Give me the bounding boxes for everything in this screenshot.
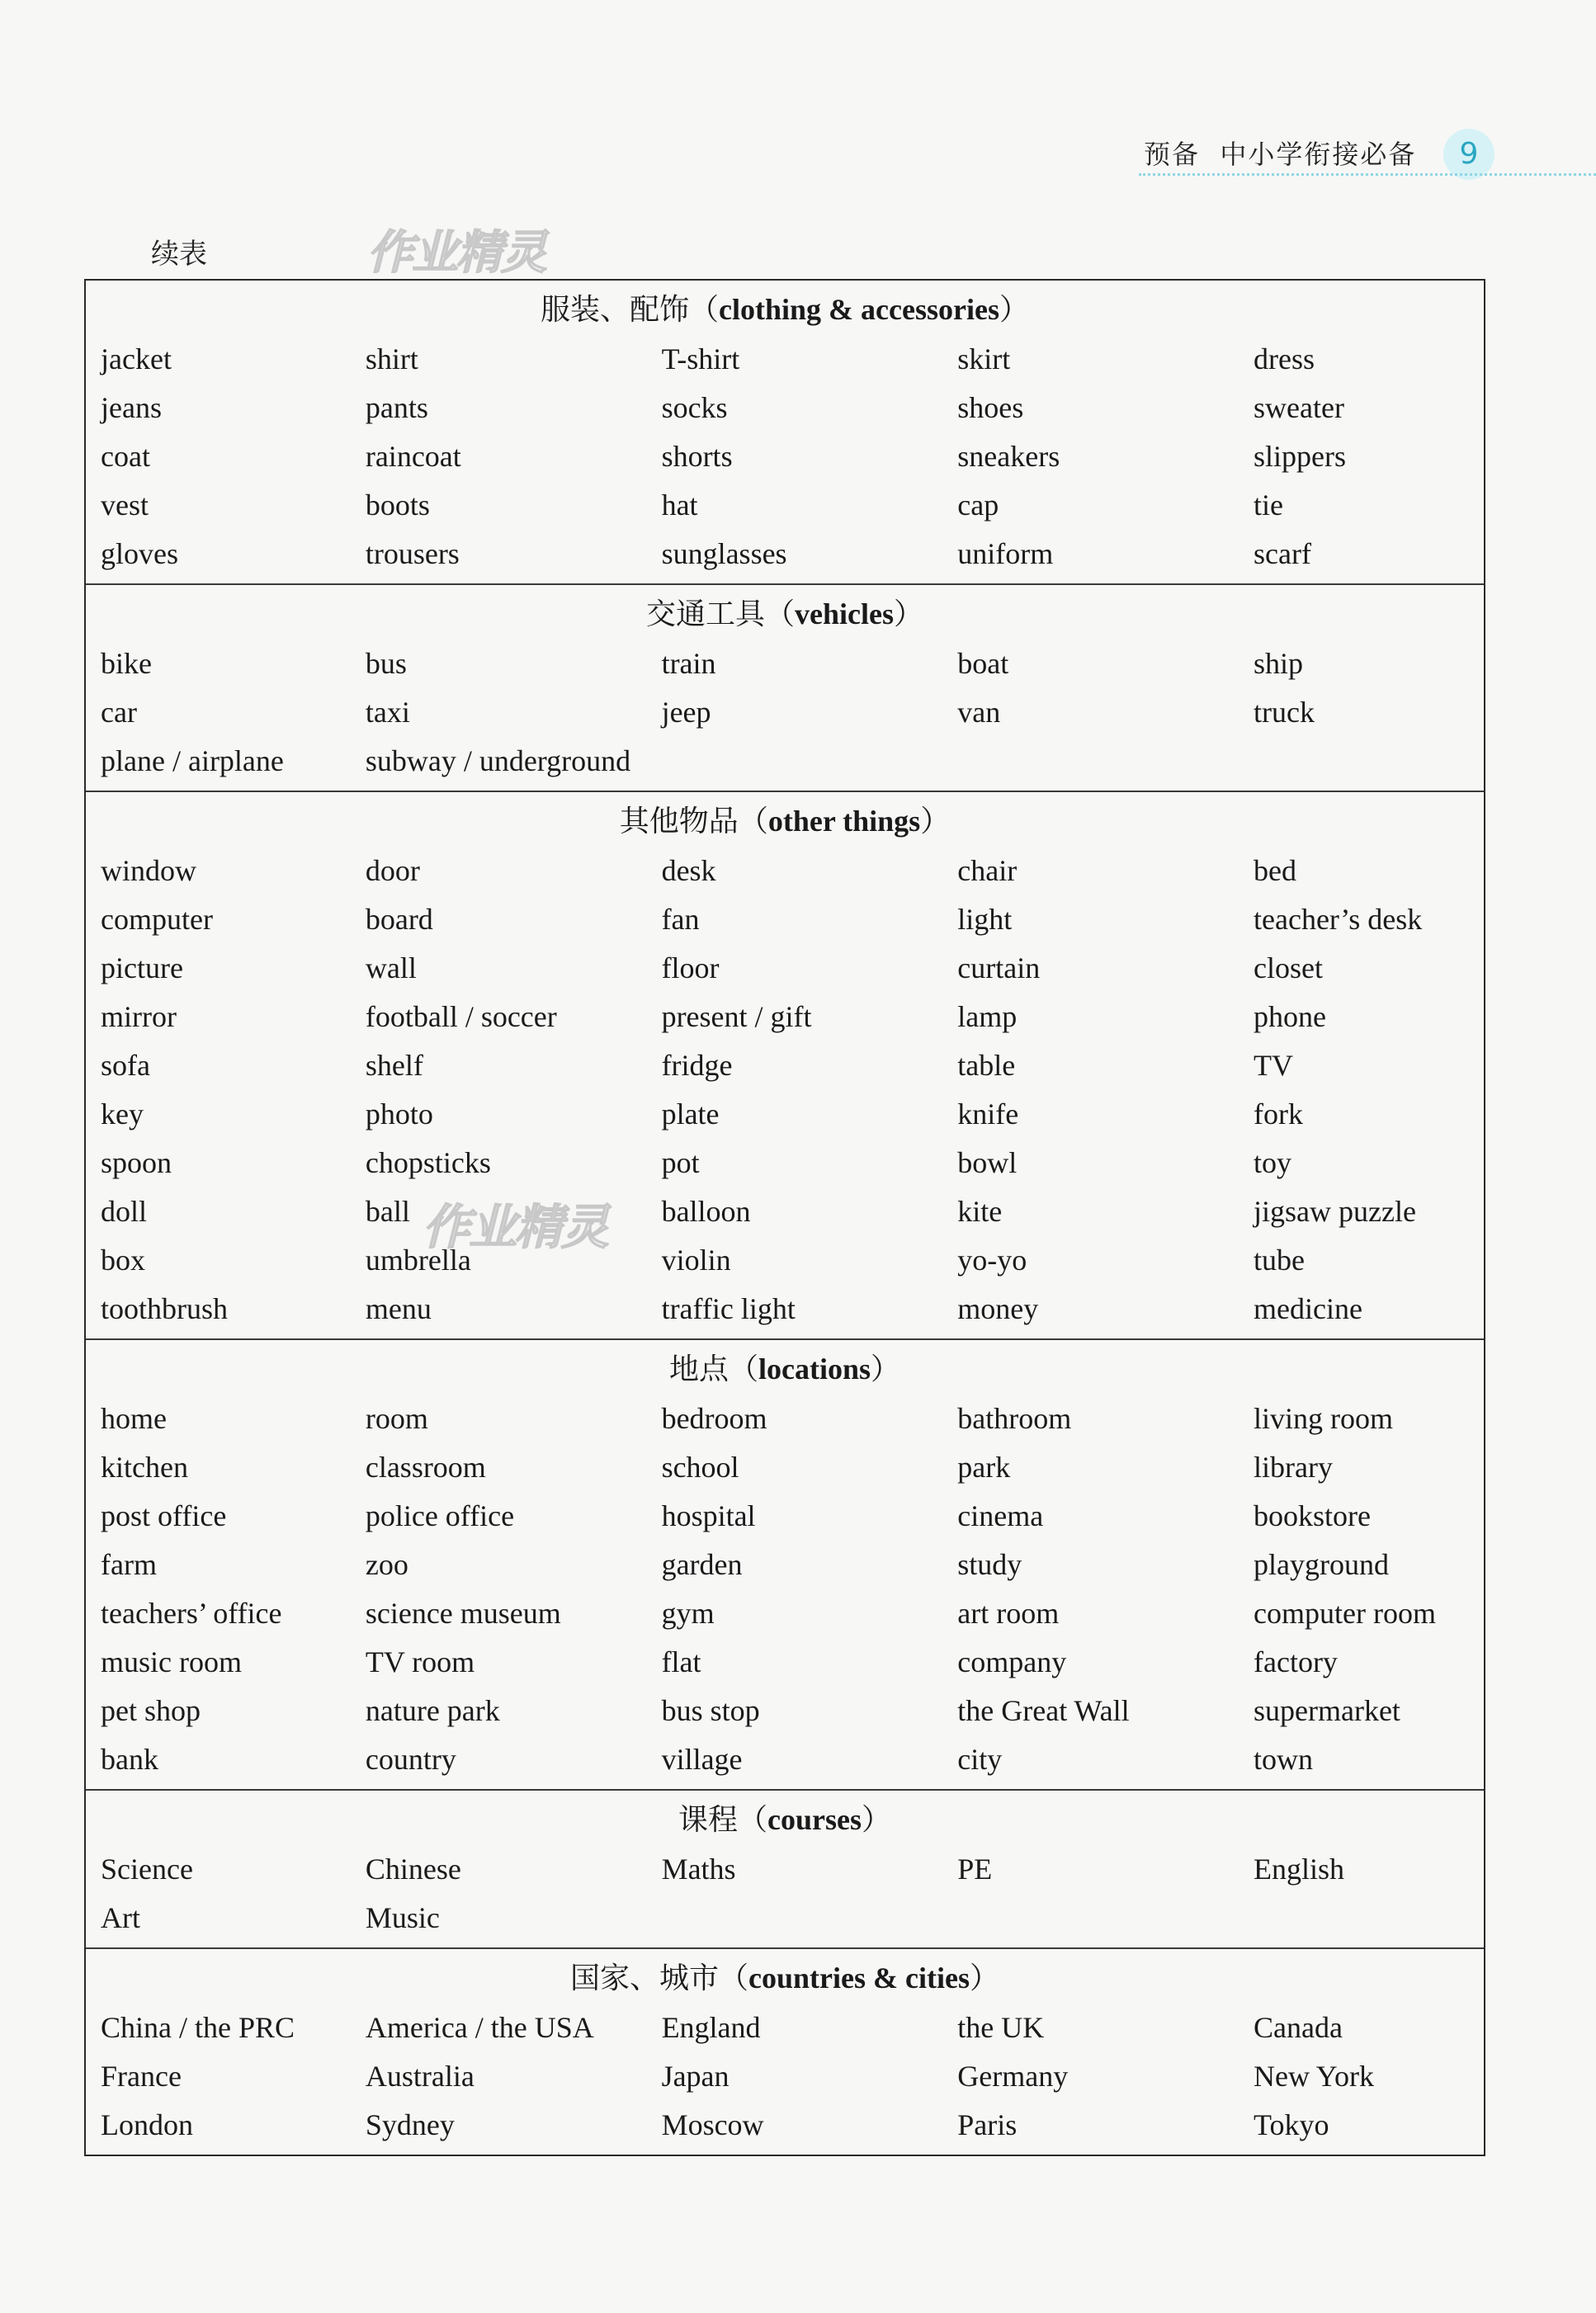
vocab-word: nature park (365, 1694, 500, 1727)
vocab-word: kitchen (101, 1451, 188, 1484)
word-row (86, 1236, 1484, 1285)
vocab-word: photo (365, 1097, 433, 1131)
word-row (86, 1395, 1484, 1443)
vocab-word: bed (1254, 854, 1296, 887)
section-title-zh: 服装、配饰 (541, 293, 690, 327)
vocab-word: Tokyo (1254, 2108, 1329, 2141)
vocab-word: toy (1254, 1146, 1292, 1179)
vocab-word: Germany (957, 2060, 1069, 2093)
header-text: 预备 中小学衔接必备 (1144, 139, 1417, 170)
vocabulary-table (84, 279, 1485, 2156)
word-row (86, 1687, 1484, 1735)
vocab-word (662, 1894, 958, 1942)
vocab-word: cap (957, 489, 999, 522)
vocab-word: tie (1254, 489, 1283, 522)
watermark: 作业精灵 (423, 1199, 608, 1255)
vocab-word (662, 737, 958, 786)
vocab-word: mirror (101, 1000, 177, 1033)
vocab-word: skirt (957, 342, 1011, 375)
section-title-en: courses (767, 1803, 862, 1836)
vocab-word: Art (101, 1901, 140, 1934)
header-divider (1139, 173, 1596, 176)
word-row (86, 2052, 1484, 2101)
vocab-word: playground (1254, 1548, 1389, 1581)
word-row (86, 847, 1484, 895)
vocab-word: shoes (957, 391, 1024, 424)
vocab-word: pet shop (101, 1694, 201, 1727)
vocab-word: phone (1254, 1000, 1326, 1033)
vocab-word: bank (101, 1743, 158, 1776)
vocab-word: chopsticks (365, 1146, 491, 1179)
vocab-word: box (101, 1244, 145, 1277)
vocab-section (86, 281, 1484, 583)
vocab-word: sneakers (957, 440, 1060, 473)
section-title-en: vehicles (795, 597, 894, 630)
word-row (86, 432, 1484, 481)
vocab-word (957, 1894, 1254, 1942)
vocab-word: scarf (1254, 537, 1311, 570)
word-row (86, 1735, 1484, 1784)
vocab-word: dress (1254, 342, 1315, 375)
vocab-word: key (101, 1097, 144, 1131)
vocab-word: raincoat (365, 440, 461, 473)
vocab-word: balloon (661, 1195, 751, 1228)
vocab-word: door (365, 854, 420, 887)
section-title (86, 281, 1484, 335)
vocab-word: shirt (365, 342, 418, 375)
vocab-word: sofa (101, 1049, 150, 1082)
vocab-word: yo-yo (957, 1244, 1027, 1277)
word-row (86, 1285, 1484, 1334)
word-row (86, 1845, 1484, 1894)
vocab-word: traffic light (661, 1292, 796, 1325)
section-title-zh: 课程 (678, 1803, 738, 1837)
vocab-word: factory (1254, 1645, 1338, 1678)
section-title (86, 1949, 1484, 2004)
vocab-word: supermarket (1254, 1694, 1400, 1727)
word-row (86, 1589, 1484, 1638)
vocab-word: classroom (365, 1451, 486, 1484)
vocab-word: bedroom (661, 1402, 767, 1435)
paren-close: ） (871, 1352, 901, 1386)
section-title-en: clothing & accessories (719, 293, 999, 326)
vocab-word: Science (101, 1853, 193, 1886)
vocab-word: England (661, 2011, 761, 2044)
vocab-word: boots (365, 489, 430, 522)
vocab-word: picture (101, 951, 183, 984)
vocab-word: living room (1254, 1402, 1393, 1435)
vocab-word: pants (365, 391, 428, 424)
vocab-word: slippers (1254, 440, 1346, 473)
vocab-word: TV room (365, 1645, 475, 1678)
vocab-word: menu (365, 1292, 432, 1325)
vocab-word: flat (661, 1645, 701, 1678)
word-row (86, 335, 1484, 384)
vocab-word: America / the USA (365, 2011, 594, 2044)
vocab-word: study (957, 1548, 1022, 1581)
word-row (86, 1541, 1484, 1589)
vocab-word: bookstore (1254, 1499, 1371, 1532)
section-title-en: locations (758, 1352, 871, 1385)
vocab-word: ship (1254, 647, 1304, 680)
vocab-word: spoon (101, 1146, 172, 1179)
word-row (86, 1894, 1484, 1942)
vocab-section (86, 1338, 1484, 1789)
word-row (86, 481, 1484, 530)
vocab-word: trousers (365, 537, 460, 570)
word-row (86, 944, 1484, 993)
paren-close: ） (999, 293, 1029, 327)
vocab-word: Sydney (365, 2108, 455, 2141)
vocab-word: kite (957, 1195, 1003, 1228)
word-row (86, 1492, 1484, 1541)
vocab-word: PE (957, 1853, 993, 1886)
vocab-word: knife (957, 1097, 1019, 1131)
vocab-word: van (957, 696, 1001, 729)
word-row (86, 1041, 1484, 1090)
vocab-word: chair (957, 854, 1018, 887)
vocab-word: country (365, 1743, 456, 1776)
vocab-word: the Great Wall (957, 1694, 1130, 1727)
vocab-word: shelf (365, 1049, 423, 1082)
vocab-word: present / gift (661, 1000, 812, 1033)
vocab-word: car (101, 696, 137, 729)
word-row (86, 1187, 1484, 1236)
word-row (86, 1139, 1484, 1187)
vocab-word (957, 737, 1254, 786)
vocab-section (86, 1789, 1484, 1947)
vocab-word: socks (661, 391, 728, 424)
vocab-word: school (661, 1451, 739, 1484)
vocab-word: farm (101, 1548, 157, 1581)
vocab-word: shorts (661, 440, 733, 473)
vocab-word: lamp (957, 1000, 1018, 1033)
page-number: 9 (1443, 129, 1494, 180)
vocab-word: tube (1254, 1244, 1305, 1277)
vocab-word: art room (957, 1597, 1060, 1630)
section-title-en: countries & cities (748, 1961, 970, 1994)
vocab-word: vest (101, 489, 149, 522)
word-row (86, 1090, 1484, 1139)
vocab-word: New York (1254, 2060, 1375, 2093)
word-row (86, 530, 1484, 578)
vocab-section (86, 791, 1484, 1338)
paren-open: （ (719, 1961, 749, 1995)
vocab-word: teachers’ office (101, 1597, 282, 1630)
vocab-word: coat (101, 440, 150, 473)
vocab-word: library (1254, 1451, 1333, 1484)
vocab-word: home (101, 1402, 167, 1435)
vocab-word: taxi (365, 696, 410, 729)
vocab-word: T-shirt (661, 342, 740, 375)
vocab-word: park (957, 1451, 1011, 1484)
vocab-word: garden (661, 1548, 743, 1581)
vocab-word: violin (661, 1244, 731, 1277)
vocab-word: gym (661, 1597, 715, 1630)
paren-open: （ (738, 1803, 768, 1837)
vocab-word: football / soccer (365, 1000, 557, 1033)
paren-open: （ (689, 293, 720, 327)
word-row (86, 384, 1484, 432)
vocab-word: doll (101, 1195, 148, 1228)
section-title-en: other things (767, 805, 921, 838)
vocab-word: uniform (957, 537, 1054, 570)
vocab-word: city (957, 1743, 1003, 1776)
vocab-word: window (101, 854, 196, 887)
vocab-word: police office (365, 1499, 515, 1532)
vocab-word: computer room (1254, 1597, 1436, 1630)
vocab-word: Music (365, 1901, 440, 1934)
word-row (86, 640, 1484, 688)
vocab-word: science museum (365, 1597, 561, 1630)
vocab-word: Chinese (365, 1853, 461, 1886)
word-row (86, 737, 1484, 786)
vocab-word: music room (101, 1645, 242, 1678)
vocab-word: Moscow (661, 2108, 764, 2141)
vocab-word: medicine (1254, 1292, 1362, 1325)
vocab-word: plate (661, 1097, 720, 1131)
vocab-word: room (365, 1402, 428, 1435)
section-title (86, 585, 1484, 640)
section-title (86, 1791, 1484, 1845)
watermark: 作业精灵 (367, 226, 545, 280)
section-title (86, 1340, 1484, 1395)
vocab-word: table (957, 1049, 1016, 1082)
vocab-word: jeep (661, 696, 711, 729)
continued-label: 续表 (151, 238, 207, 271)
vocab-word: curtain (957, 951, 1041, 984)
vocab-word: boat (957, 647, 1009, 680)
vocab-word: bowl (957, 1146, 1018, 1179)
vocab-word: jeans (101, 391, 162, 424)
vocab-word: computer (101, 903, 213, 936)
vocab-word: bike (101, 647, 152, 680)
word-row (86, 2101, 1484, 2150)
section-title-zh: 国家、城市 (570, 1961, 720, 1995)
section-title (86, 792, 1484, 847)
vocab-word: fan (661, 903, 700, 936)
vocab-word: France (101, 2060, 182, 2093)
vocab-word: China / the PRC (101, 2011, 295, 2044)
vocab-word: company (957, 1645, 1067, 1678)
vocab-word: fork (1254, 1097, 1303, 1131)
page-header (1139, 124, 1596, 182)
vocab-word: plane / airplane (101, 744, 284, 777)
vocab-word: the UK (957, 2011, 1045, 2044)
vocab-word: toothbrush (101, 1292, 229, 1325)
vocab-word: truck (1254, 696, 1315, 729)
vocab-word: sunglasses (661, 537, 787, 570)
vocab-word: bus (365, 647, 407, 680)
section-title-zh: 其他物品 (619, 805, 739, 838)
vocab-word: English (1254, 1853, 1345, 1886)
vocab-word: bathroom (957, 1402, 1072, 1435)
vocab-word: London (101, 2108, 193, 2141)
vocab-word: gloves (101, 537, 178, 570)
vocab-word: train (661, 647, 716, 680)
vocab-word: bus stop (661, 1694, 760, 1727)
section-title-zh: 交通工具 (645, 597, 765, 631)
vocab-word: village (661, 1743, 743, 1776)
vocab-word: TV (1254, 1049, 1293, 1082)
paren-open: （ (728, 1352, 758, 1386)
vocab-word: pot (661, 1146, 700, 1179)
vocab-word: money (957, 1292, 1039, 1325)
word-row (86, 895, 1484, 944)
vocab-word: sweater (1254, 391, 1344, 424)
section-title-zh: 地点 (668, 1352, 729, 1386)
vocab-word: umbrella (365, 1244, 471, 1277)
vocab-word: Japan (661, 2060, 730, 2093)
vocab-word: Canada (1254, 2011, 1343, 2044)
vocab-word: Maths (661, 1853, 736, 1886)
vocab-word: hospital (661, 1499, 756, 1532)
paren-close: ） (969, 1961, 999, 1995)
paren-open: （ (738, 805, 768, 838)
vocab-word: fridge (661, 1049, 733, 1082)
vocab-word (1254, 737, 1484, 786)
vocab-word: hat (661, 489, 698, 522)
word-row (86, 688, 1484, 737)
vocab-word: town (1254, 1743, 1313, 1776)
word-row (86, 1638, 1484, 1687)
paren-close: ） (920, 805, 951, 838)
vocab-section (86, 583, 1484, 791)
vocab-word: wall (365, 951, 417, 984)
vocab-word: teacher’s desk (1254, 903, 1423, 936)
vocab-word: Australia (365, 2060, 475, 2093)
vocab-word: post office (101, 1499, 227, 1532)
vocab-word: Paris (957, 2108, 1018, 2141)
vocab-word: closet (1254, 951, 1323, 984)
vocab-word: ball (365, 1195, 410, 1228)
paren-open: （ (765, 597, 796, 631)
paren-close: ） (862, 1803, 892, 1837)
word-row (86, 2004, 1484, 2052)
vocab-word: board (365, 903, 433, 936)
vocab-section (86, 1947, 1484, 2155)
paren-close: ） (894, 597, 924, 631)
vocab-word: jacket (101, 342, 172, 375)
word-row (86, 1443, 1484, 1492)
vocab-word: floor (661, 951, 720, 984)
vocab-word: zoo (365, 1548, 408, 1581)
vocab-word: jigsaw puzzle (1254, 1195, 1416, 1228)
vocab-word: light (957, 903, 1013, 936)
vocab-word: desk (661, 854, 716, 887)
vocab-word (1254, 1894, 1484, 1942)
word-row (86, 993, 1484, 1041)
vocab-word: subway / underground (365, 744, 631, 777)
vocab-word: cinema (957, 1499, 1044, 1532)
